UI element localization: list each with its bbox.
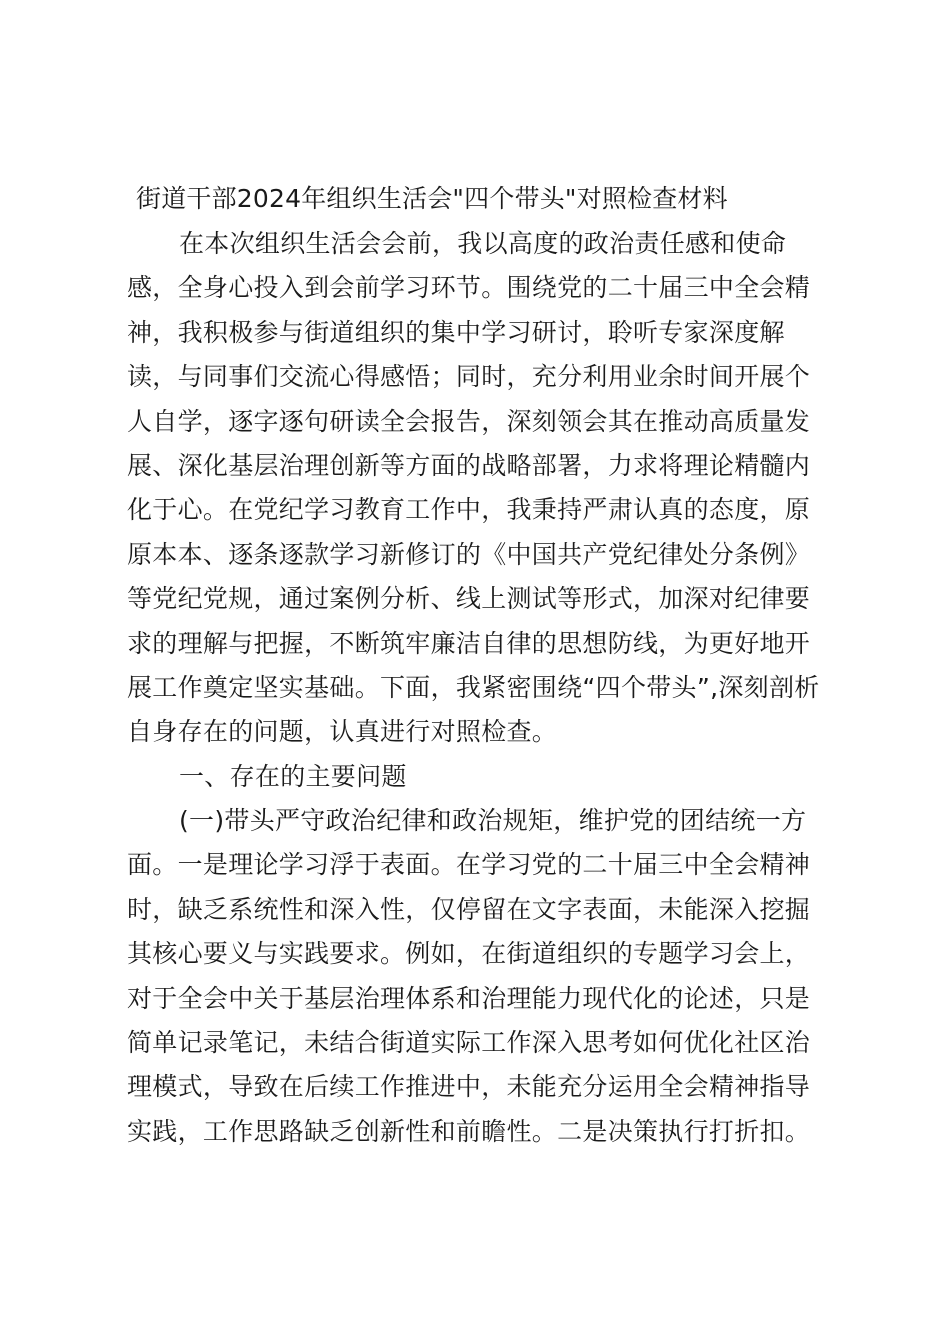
- paragraph-line: 自身存在的问题，认真进行对照检查。: [127, 717, 558, 747]
- paragraph-line: 实践，工作思路缺乏创新性和前瞻性。二是决策执行打折扣。: [127, 1116, 811, 1146]
- paragraph-line: 展工作奠定坚实基础。下面，我紧密围绕“四个带头”,深刻剖析: [127, 672, 820, 702]
- paragraph-line: 感，全身心投入到会前学习环节。围绕党的二十届三中全会精: [127, 273, 811, 303]
- section-heading: 一、存在的主要问题: [179, 761, 407, 791]
- paragraph-line: 展、深化基层治理创新等方面的战略部署，力求将理论精髓内: [127, 450, 811, 480]
- paragraph-line: 理模式，导致在后续工作推进中，未能充分运用全会精神指导: [127, 1072, 811, 1102]
- paragraph-line: 对于全会中关于基层治理体系和治理能力现代化的论述，只是: [127, 983, 811, 1013]
- paragraph-line: 化于心。在党纪学习教育工作中，我秉持严肃认真的态度，原: [127, 495, 811, 525]
- paragraph-line: 其核心要义与实践要求。例如，在街道组织的专题学习会上，: [127, 939, 811, 969]
- document-body: [127, 222, 831, 1154]
- paragraph-line: 读，与同事们交流心得感悟；同时，充分利用业余时间开展个: [127, 362, 811, 392]
- subsection-heading-line: (一)带头严守政治纪律和政治规矩，维护党的团结统一方: [179, 806, 807, 836]
- paragraph-line: 时，缺乏系统性和深入性，仅停留在文字表面，未能深入挖掘: [127, 894, 811, 924]
- paragraph-line: 等党纪党规，通过案例分析、线上测试等形式，加深对纪律要: [127, 584, 811, 614]
- paragraph-line: 求的理解与把握，不断筑牢廉洁自律的思想防线，为更好地开: [127, 628, 811, 658]
- paragraph-line: 人自学，逐字逐句研读全会报告，深刻领会其在推动高质量发: [127, 406, 811, 436]
- paragraph-line: 在本次组织生活会会前，我以高度的政治责任感和使命: [179, 229, 787, 258]
- document-title: 街道干部2024年组织生活会"四个带头"对照检查材料: [136, 184, 728, 213]
- paragraph-line: 原本本、逐条逐款学习新修订的《中国共产党纪律处分条例》: [127, 539, 811, 569]
- paragraph-line: 面。一是理论学习浮于表面。在学习党的二十届三中全会精神: [127, 850, 811, 880]
- paragraph-line: 简单记录笔记，未结合街道实际工作深入思考如何优化社区治: [127, 1028, 811, 1058]
- paragraph-line: 神，我积极参与街道组织的集中学习研讨，聆听专家深度解: [127, 317, 785, 347]
